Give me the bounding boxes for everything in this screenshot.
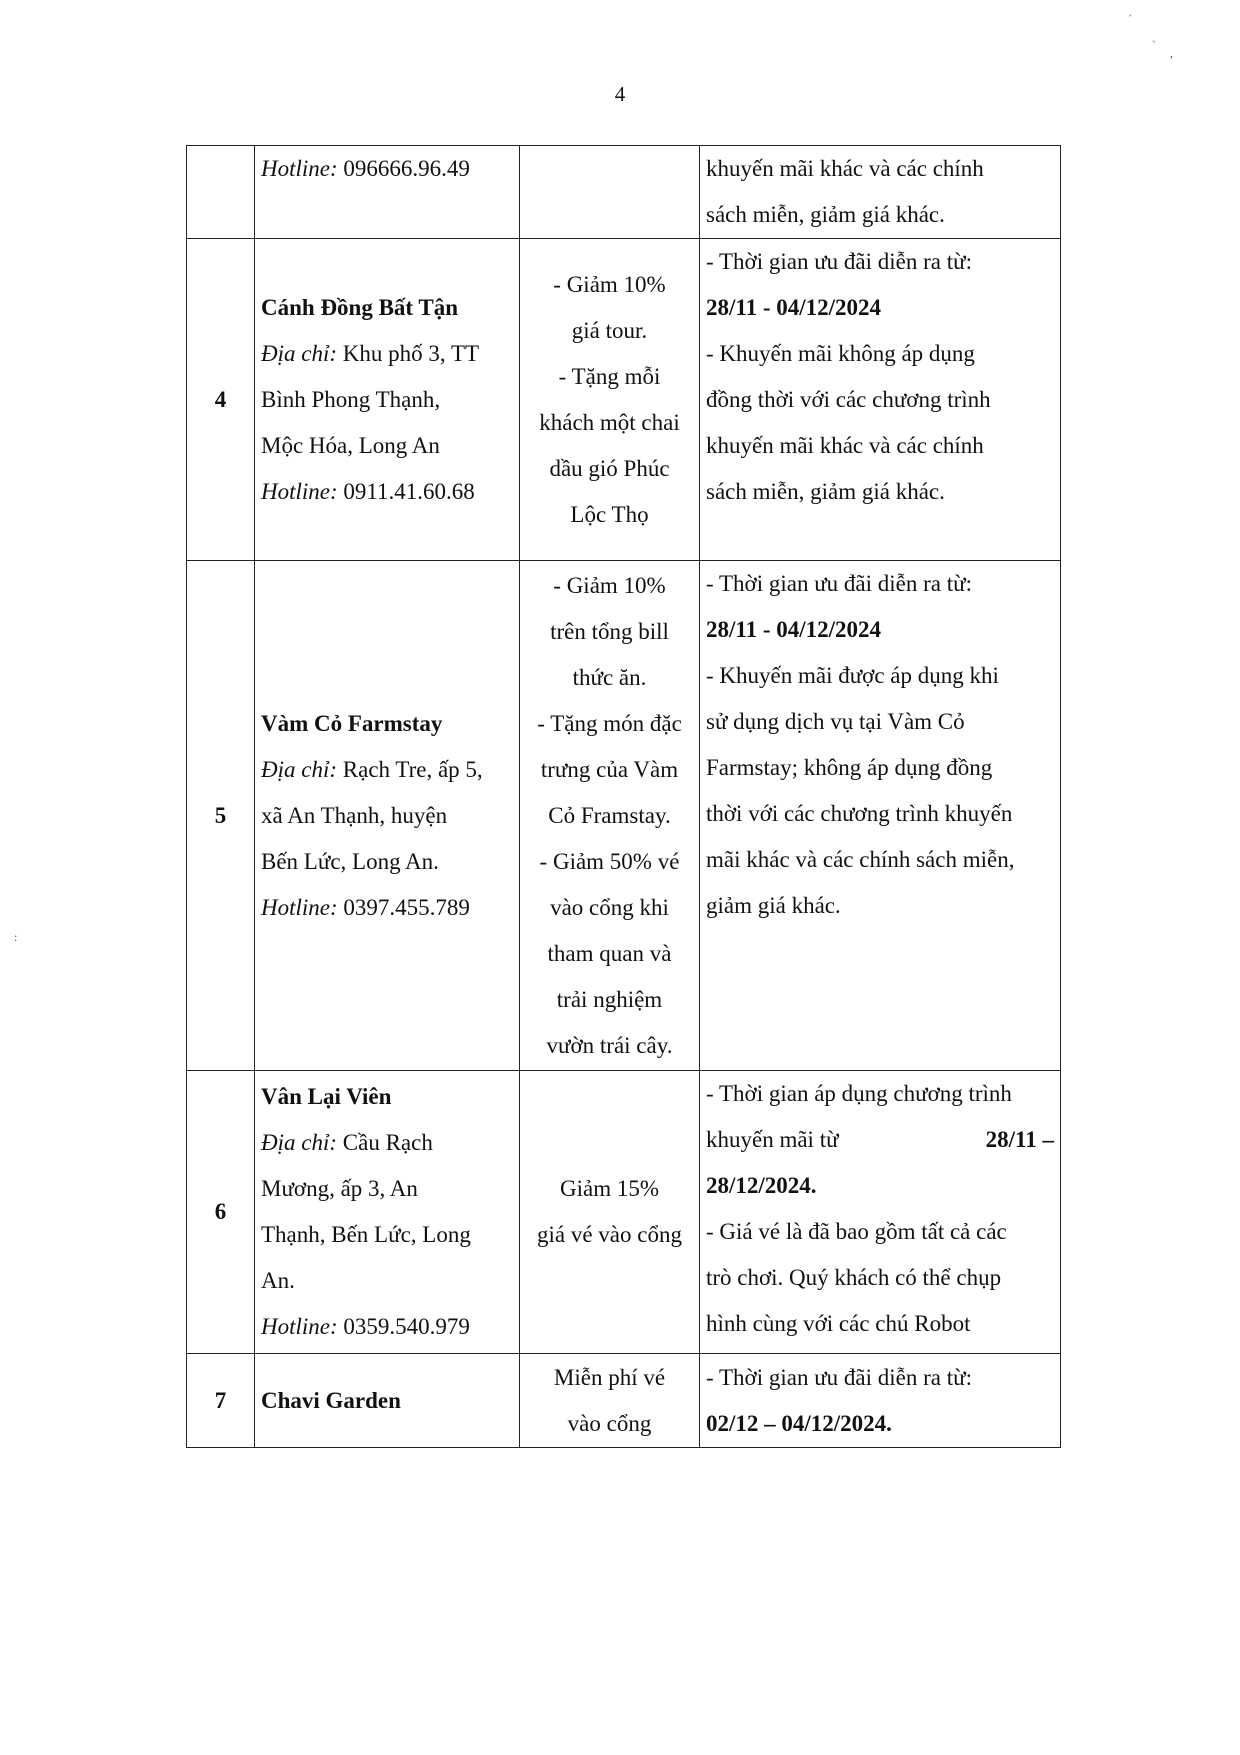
offer-line: - Tặng mỗi [558,363,661,389]
offer-cell [520,1071,700,1354]
offer-line: giá vé vào cổng [537,1222,682,1247]
table-row [187,561,1061,1071]
address-line: Mộc Hóa, Long An [261,432,440,458]
hotline-value: 096666.96.49 [343,156,470,181]
offer-line: Cỏ Framstay. [548,802,671,828]
note-line: Farmstay; không áp dụng đồng [706,755,993,780]
note-time-value: 28/11 - 04/12/2024 [706,617,882,642]
venue-cell [255,239,520,561]
address-label: Địa chỉ: [261,1130,338,1155]
address-line: Khu phố 3, TT [342,340,480,366]
venue-name: Vân Lại Viên [261,1084,392,1109]
venue-cell [255,1354,520,1448]
row-number-cell: 6 [187,1071,255,1354]
note-line: trò chơi. Quý khách có thể chụp [706,1265,1002,1290]
offer-line: khách một chai [539,409,680,435]
scan-speck: : [14,930,18,944]
hotline-label: Hotline: [261,894,338,920]
table-row [187,1071,1061,1354]
venue-name: Vàm Cỏ Farmstay [261,710,443,736]
offer-line: vào cổng [567,1410,652,1436]
address-line: Thạnh, Bến Lức, Long [261,1222,471,1247]
hotline-value: 0397.455.789 [343,894,470,920]
offer-cell [520,239,700,561]
note-cell [700,239,1061,561]
note-time-value: 02/12 – 04/12/2024. [706,1410,892,1436]
note-line: khuyến mãi khác và các chính [706,433,984,458]
row-number-cell: 4 [187,239,255,561]
row-number-cell: 7 [187,1354,255,1448]
note-line: hình cùng với các chú Robot [706,1311,971,1336]
address-label: Địa chỉ: [261,340,338,366]
table-row [187,146,1061,239]
note-cell [700,1354,1061,1448]
address-line: Bình Phong Thạnh, [261,386,441,412]
hotline-label: Hotline: [261,478,338,504]
address-line: Mương, ấp 3, An [261,1176,418,1201]
table-row [187,239,1061,561]
hotline-value: 0359.540.979 [343,1314,470,1339]
address-line: An. [261,1268,295,1293]
note-time-label: khuyến mãi từ [706,1127,839,1152]
venue-name: Cánh Đồng Bất Tận [261,294,459,320]
venue-cell [255,146,520,239]
address-line: Bến Lức, Long An. [261,848,439,874]
venue-cell [255,1071,520,1354]
offer-line: - Giảm 10% [553,572,666,598]
offer-line: trưng của Vàm [540,756,679,782]
note-time-label: - Thời gian áp dụng chương trình [706,1081,1012,1106]
note-time-value: 28/11 – [985,1127,1054,1152]
offer-line: - Giảm 50% vé [539,848,680,874]
note-cell [700,1071,1061,1354]
venue-name: Chavi Garden [261,1387,401,1413]
address-line: xã An Thạnh, huyện [261,802,448,828]
offer-line: thức ăn. [572,664,647,690]
note-line: thời với các chương trình khuyến [706,801,1013,826]
offer-cell [520,561,700,1071]
venue-cell [255,561,520,1071]
note-time-label: - Thời gian ưu đãi diễn ra từ: [706,1364,972,1390]
hotline-label: Hotline: [261,1314,338,1339]
note-cell [700,561,1061,1071]
note-time-label: - Thời gian ưu đãi diễn ra từ: [706,571,972,596]
offer-line: Giảm 15% [559,1176,659,1201]
scan-speck: ` [1152,38,1156,52]
offer-line: vườn trái cây. [546,1032,673,1058]
row-number-cell [187,146,255,239]
offer-cell [520,146,700,239]
page-number: 4 [614,82,626,106]
offer-cell [520,1354,700,1448]
promotion-table [186,145,1061,1448]
offer-line: trên tổng bill [550,618,669,644]
hotline-value: 0911.41.60.68 [343,478,475,504]
offer-line: dầu gió Phúc [549,455,670,481]
scan-speck: , [1170,46,1173,60]
note-time-value: 28/11 - 04/12/2024 [706,295,882,320]
note-line: sách miễn, giảm giá khác. [706,202,945,227]
offer-line: - Giảm 10% [553,271,666,297]
offer-line: giá tour. [571,317,648,343]
scan-speck: ´ [1128,12,1132,26]
offer-line: trải nghiệm [556,986,663,1012]
note-line: - Giá vé là đã bao gồm tất cả các [706,1219,1007,1244]
note-line: sử dụng dịch vụ tại Vàm Cỏ [706,709,965,734]
address-line: Cầu Rạch [342,1130,433,1155]
note-line: sách miễn, giảm giá khác. [706,479,945,504]
note-line: đồng thời với các chương trình [706,387,991,412]
offer-line: vào cổng khi [550,894,669,920]
note-line: giảm giá khác. [706,893,841,918]
address-line: Rạch Tre, ấp 5, [342,756,483,782]
offer-line: Lộc Thọ [570,501,649,527]
note-line: mãi khác và các chính sách miễn, [706,847,1015,872]
row-number-cell: 5 [187,561,255,1071]
note-cell [700,146,1061,239]
hotline-label: Hotline: [261,156,338,181]
offer-line: tham quan và [547,940,672,966]
note-line: - Khuyến mãi được áp dụng khi [706,663,999,688]
note-line: - Khuyến mãi không áp dụng [706,341,975,366]
table-row [187,1354,1061,1448]
address-label: Địa chỉ: [261,756,338,782]
note-time-label: - Thời gian ưu đãi diễn ra từ: [706,249,972,274]
note-time-value: 28/12/2024. [706,1173,817,1198]
offer-line: Miễn phí vé [553,1364,666,1390]
note-line: khuyến mãi khác và các chính [706,156,984,181]
offer-line: - Tặng món đặc [537,710,682,736]
